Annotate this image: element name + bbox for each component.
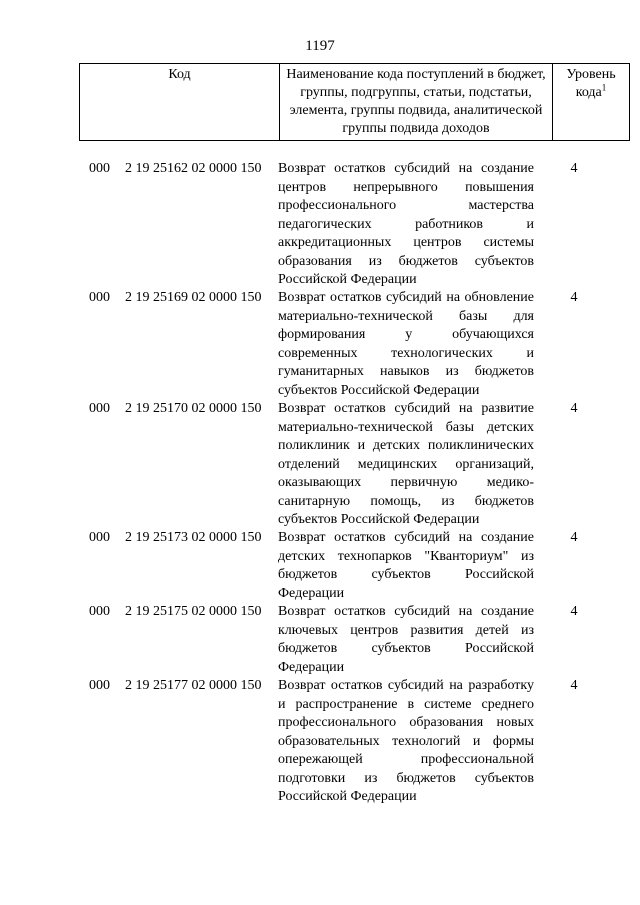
row-admin-code: 000 [89, 678, 110, 693]
table-row [79, 529, 610, 603]
page-number: 1197 [305, 38, 335, 54]
row-admin-code: 000 [89, 401, 110, 416]
row-name: Возврат остатков субсидий на создание центров непрерывного повышения профессионального мастерства педагогических работников и аккредитационных центров системы образования из бюджетов субъектов Российской Федерации [278, 161, 534, 287]
row-level: 4 [570, 678, 578, 693]
row-name: Возврат остатков субсидий на создание детских технопарков "Кванториум" из бюджетов субъектов Российской Федерации [278, 530, 534, 601]
row-name: Возврат остатков субсидий на обновление материально-технической базы для формирования у обучающихся современных технологических и гуманитарных навыков из бюджетов субъектов Российской Федерации [278, 290, 534, 398]
row-admin-code: 000 [89, 290, 110, 305]
table-row [79, 400, 610, 529]
header-level-cell [553, 64, 630, 141]
row-name: Возврат остатков субсидий на разработку и распространение в системе среднего профессионального образования новых образовательных технологий и формы опережающей профессиональной подготовки из бюджетов субъектов Российской Федерации [278, 678, 534, 804]
table-row [79, 289, 610, 400]
row-name: Возврат остатков субсидий на создание ключевых центров развития детей из бюджетов субъектов Российской Федерации [278, 604, 534, 675]
row-admin-code: 000 [89, 161, 110, 176]
table-row [79, 160, 610, 289]
row-budget-code: 2 19 25169 02 0000 150 [125, 290, 262, 305]
row-level: 4 [570, 401, 578, 416]
row-level: 4 [570, 530, 578, 545]
row-name: Возврат остатков субсидий на развитие материально-технической базы детских поликлиник и детских поликлинических отделений медицинских организаций, оказывающих первичную медико-санитарную помощь, из бюджетов субъектов Российской Федерации [278, 401, 534, 527]
header-code: Код [80, 64, 280, 141]
header-name: Наименование кода поступлений в бюджет, группы, подгруппы, статьи, подстатьи, элемента, группы подвида, аналитической группы подвида доходов [280, 64, 553, 141]
row-level: 4 [570, 290, 578, 305]
row-admin-code: 000 [89, 530, 110, 545]
row-budget-code: 2 19 25162 02 0000 150 [125, 161, 262, 176]
table-row [79, 677, 610, 807]
row-budget-code: 2 19 25173 02 0000 150 [125, 530, 262, 545]
row-level: 4 [570, 604, 578, 619]
row-level: 4 [570, 161, 578, 176]
row-admin-code: 000 [89, 604, 110, 619]
table-row [79, 603, 610, 677]
row-budget-code: 2 19 25177 02 0000 150 [125, 678, 262, 693]
row-budget-code: 2 19 25170 02 0000 150 [125, 401, 262, 416]
table-header [79, 63, 630, 141]
row-budget-code: 2 19 25175 02 0000 150 [125, 604, 262, 619]
header-level-footnote: 1 [601, 82, 607, 93]
header-level: Уровень кода [566, 67, 616, 100]
table-body [79, 160, 610, 807]
